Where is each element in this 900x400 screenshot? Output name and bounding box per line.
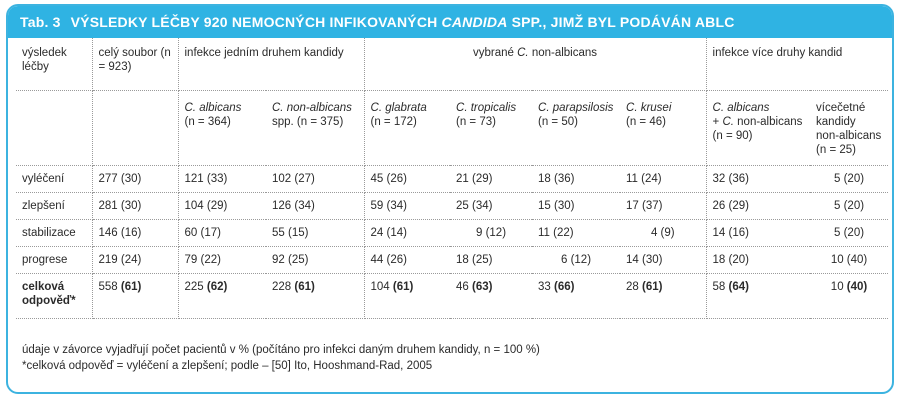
table-cell: 277 (30) [92, 166, 178, 193]
table-number: Tab. 3 [20, 14, 61, 30]
header-outcome: výsledek léčby [16, 38, 92, 91]
table-cell: 146 (16) [92, 220, 178, 247]
table-cell: 121 (33) [178, 166, 266, 193]
table-cell: 6 (12) [532, 247, 620, 274]
row-label: zlepšení [16, 193, 92, 220]
table-cell: 558 (61) [92, 274, 178, 319]
subheader-albicans: C. albicans (n = 364) [178, 91, 266, 166]
table-cell: 104 (61) [364, 274, 450, 319]
subheader-krusei: C. krusei (n = 46) [620, 91, 706, 166]
header-group-mixed: infekce více druhy kandid [706, 38, 888, 91]
table-cell: 32 (36) [706, 166, 810, 193]
subheader-parapsilosis: C. parapsilosis (n = 50) [532, 91, 620, 166]
subheader-nonalbicans: C. non-albicans spp. (n = 375) [266, 91, 364, 166]
table-cell: 59 (34) [364, 193, 450, 220]
table-cell: 25 (34) [450, 193, 532, 220]
table-cell: 126 (34) [266, 193, 364, 220]
table-cell: 225 (62) [178, 274, 266, 319]
table-cell: 17 (37) [620, 193, 706, 220]
footnote-total-response: *celková odpověď = vyléčení a zlepšení; podle – [50] Ito, Hooshmand-Rad, 2005 [22, 360, 433, 372]
table-cell: 55 (15) [266, 220, 364, 247]
table-cell: 26 (29) [706, 193, 810, 220]
row-label: vyléčení [16, 166, 92, 193]
table-cell: 5 (20) [810, 220, 888, 247]
table-cell: 10 (40) [810, 247, 888, 274]
table-cell: 92 (25) [266, 247, 364, 274]
row-label: stabilizace [16, 220, 92, 247]
table-row [16, 193, 888, 220]
table-row-total [16, 274, 888, 319]
table-cell: 219 (24) [92, 247, 178, 274]
subheader-tropicalis: C. tropicalis (n = 73) [450, 91, 532, 166]
table-cell: 24 (14) [364, 220, 450, 247]
header-row-sub [16, 91, 888, 166]
subheader-mixed-albicans: C. albicans + C. non-albicans (n = 90) [706, 91, 810, 166]
table-cell: 102 (27) [266, 166, 364, 193]
row-label: progrese [16, 247, 92, 274]
table-cell: 10 (40) [810, 274, 888, 319]
table-cell: 45 (26) [364, 166, 450, 193]
title-suffix: SPP., JIMŽ BYL PODÁVÁN ABLC [507, 14, 735, 30]
table-cell: 33 (66) [532, 274, 620, 319]
table-cell: 11 (22) [532, 220, 620, 247]
table-cell: 18 (36) [532, 166, 620, 193]
table-row [16, 247, 888, 274]
table-cell: 11 (24) [620, 166, 706, 193]
table-cell: 28 (61) [620, 274, 706, 319]
subheader-glabrata: C. glabrata (n = 172) [364, 91, 450, 166]
table-title-bar [8, 6, 892, 38]
table-cell: 14 (30) [620, 247, 706, 274]
table-cell: 4 (9) [620, 220, 706, 247]
row-label-total: celková odpověď* [16, 274, 92, 319]
table-title [71, 14, 735, 30]
table-cell: 281 (30) [92, 193, 178, 220]
table-cell: 79 (22) [178, 247, 266, 274]
table-cell: 5 (20) [810, 166, 888, 193]
table-cell: 18 (25) [450, 247, 532, 274]
table-cell: 104 (29) [178, 193, 266, 220]
footnote-percent: údaje v závorce vyjadřují počet pacientů v % (počítáno pro infekci daným druhem kandidy, n = 100 %) [22, 344, 540, 356]
table-cell: 46 (63) [450, 274, 532, 319]
header-group-selected: vybrané C. non-albicans [364, 38, 706, 91]
table-row [16, 220, 888, 247]
table-cell: 5 (20) [810, 193, 888, 220]
table-cell: 44 (26) [364, 247, 450, 274]
table-cell: 228 (61) [266, 274, 364, 319]
table-cell: 15 (30) [532, 193, 620, 220]
table-cell: 18 (20) [706, 247, 810, 274]
title-prefix: VÝSLEDKY LÉČBY 920 NEMOCNÝCH INFIKOVANÝCH [70, 14, 442, 30]
subheader-mixed-nonalbicans: vícečetné kandidy non-albicans (n = 25) [810, 91, 888, 166]
table-cell: 60 (17) [178, 220, 266, 247]
table-cell: 21 (29) [450, 166, 532, 193]
table-footnotes [22, 342, 540, 374]
header-total: celý soubor (n = 923) [92, 38, 178, 91]
table-frame [6, 4, 894, 394]
results-table [16, 38, 888, 319]
header-group-single: infekce jedním druhem kandidy [178, 38, 364, 91]
table-cell: 14 (16) [706, 220, 810, 247]
header-row-top [16, 38, 888, 91]
table-cell: 9 (12) [450, 220, 532, 247]
title-italic: CANDIDA [441, 14, 508, 30]
table-row [16, 166, 888, 193]
table-cell: 58 (64) [706, 274, 810, 319]
